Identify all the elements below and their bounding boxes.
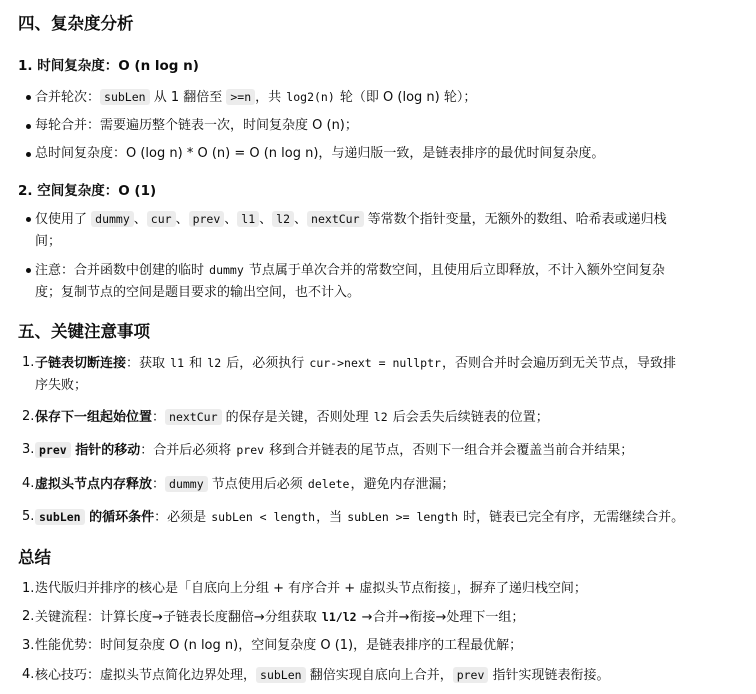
bullet-icon bbox=[26, 152, 31, 157]
bullet-icon bbox=[26, 124, 31, 129]
summary-heading: 总结 bbox=[18, 548, 51, 567]
list-item: 仅使用了 dummy 、 cur 、 prev 、 l1 、 l2 、 nextCur 等常数个指针变量，无额外的数组、哈希表或递归栈 间； bbox=[18, 208, 738, 253]
bullet-icon bbox=[26, 217, 31, 222]
list-item: 4. 虚拟头节点内存释放： dummy 节点使用后必须 delete，避免内存泄漏； bbox=[22, 476, 455, 492]
list-item: 2. 保存下一组起始位置： nextCur 的保存是关键，否则处理 l2 后会丢失后续链表的位置； bbox=[22, 409, 549, 425]
list-item: 4. 核心技巧：虚拟头节点简化边界处理， subLen 翻倍实现自底向上合并， prev 指针实现链表衔接。 bbox=[22, 667, 610, 683]
list-item: 合并轮次： subLen 从 1 翻倍至 >=n ，共 log2(n) 轮（即 O (log n) 轮）； bbox=[18, 86, 738, 109]
list-item: 1. 迭代版归并排序的核心是「自底向上分组 + 有序合并 + 虚拟头节点衔接」，摒弃了递归栈空间； bbox=[22, 581, 587, 596]
list-item: 1. 子链表切断连接：获取 l1 和 l2 后，必须执行 cur->next = nullptr，否则合并时会遍历到无关节点，导致排 序失败； bbox=[22, 355, 676, 393]
bullet-icon bbox=[26, 268, 31, 273]
bullet-icon bbox=[26, 95, 31, 100]
list-item: 5. subLen 的循环条件：必须是 subLen < length，当 subLen >= length 时，链表已完全有序，无需继续合并。 bbox=[22, 509, 685, 525]
section-4-heading: 四、复杂度分析 bbox=[18, 14, 134, 33]
list-item: 注意：合并函数中创建的临时 dummy 节点属于单次合并的常数空间，且使用后立即释放，不计入额外空间复杂 度；复制节点的空间是题目要求的输出空间，也不计入。 bbox=[18, 259, 738, 304]
section-5-heading: 五、关键注意事项 bbox=[18, 322, 150, 341]
space-complexity-heading: 2. 空间复杂度：O (1) bbox=[18, 183, 157, 199]
list-item: 3. prev 指针的移动：合并后必须将 prev 移到合并链表的尾节点，否则下一组合并会覆盖当前合并结果； bbox=[22, 442, 634, 458]
list-item: 3. 性能优势：时间复杂度 O (n log n)，空间复杂度 O (1)，是链表排序的工程最优解； bbox=[22, 638, 523, 653]
list-item: 2. 关键流程：计算长度→子链表长度翻倍→分组获取 l1/l2 →合并→衔接→处理下一组； bbox=[22, 609, 525, 625]
list-item: 总时间复杂度：O (log n) * O (n) = O (n log n)，与递归版一致，是链表排序的最优时间复杂度。 bbox=[18, 143, 738, 165]
list-item: 每轮合并：需要遍历整个链表一次，时间复杂度 O (n)； bbox=[18, 115, 738, 137]
time-complexity-heading: 1. 时间复杂度：O (n log n) bbox=[18, 58, 199, 74]
